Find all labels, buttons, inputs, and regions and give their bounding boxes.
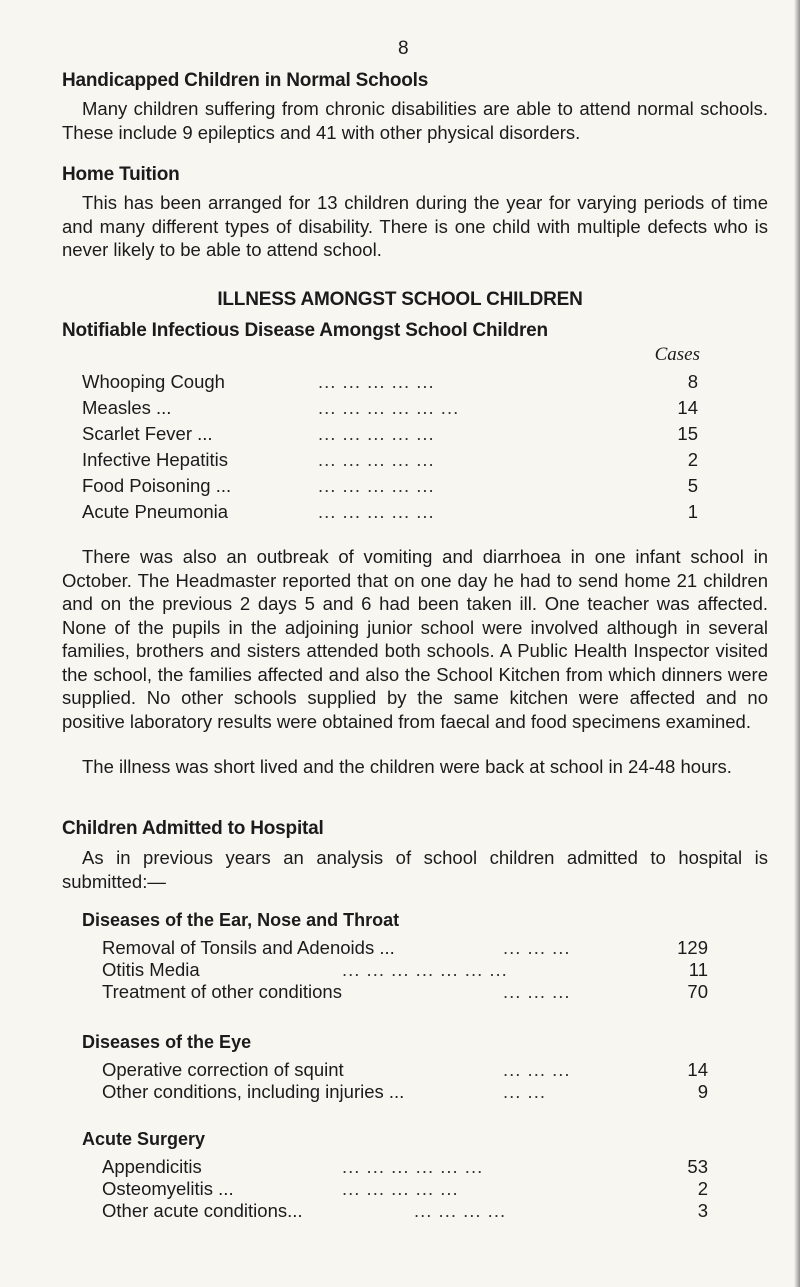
leader-dots: ... ... <box>503 1081 546 1102</box>
hospital-item-label: Other conditions, including injuries ... <box>102 1081 405 1102</box>
disease-name: Infective Hepatitis <box>82 449 229 470</box>
disease-row <box>82 371 702 397</box>
hospital-item-label: Osteomyelitis ... <box>102 1178 234 1199</box>
case-count: 15 <box>677 423 698 444</box>
page-edge-shadow <box>794 0 800 1287</box>
hospital-item-label: Treatment of other conditions <box>102 981 342 1002</box>
leader-dots: ... ... ... ... ... ... <box>342 1156 484 1177</box>
leader-dots: ... ... ... ... ... <box>342 1178 459 1199</box>
home-tuition-heading: Home Tuition <box>62 164 180 185</box>
hospital-item-label: Operative correction of squint <box>102 1059 344 1080</box>
leader-dots: ... ... ... <box>503 981 571 1002</box>
leader-dots: ... ... ... ... ... ... ... <box>342 959 508 980</box>
case-count: 8 <box>687 371 698 392</box>
disease-name: Acute Pneumonia <box>82 501 229 522</box>
case-count: 2 <box>687 449 698 470</box>
hospital-item-label: Appendicitis <box>102 1156 202 1177</box>
hospital-item-row <box>102 1081 708 1107</box>
leader-dots: ... ... ... ... ... ... <box>318 397 460 418</box>
hospital-item-count: 129 <box>677 937 708 958</box>
hospital-item-label: Otitis Media <box>102 959 200 980</box>
case-count: 5 <box>687 475 698 496</box>
leader-dots: ... ... ... ... ... <box>318 371 435 392</box>
hospital-intro-paragraph <box>62 846 768 893</box>
hospital-heading: Children Admitted to Hospital <box>62 818 324 839</box>
notifiable-disease-heading: Notifiable Infectious Disease Amongst School Children <box>62 320 548 341</box>
hospital-group-heading: Acute Surgery <box>82 1129 206 1149</box>
handicapped-heading: Handicapped Children in Normal Schools <box>62 70 429 91</box>
leader-dots: ... ... ... <box>503 937 571 958</box>
hospital-item-label: Removal of Tonsils and Adenoids ... <box>102 937 395 958</box>
page-number: 8 <box>398 38 409 59</box>
handicapped-paragraph <box>62 97 768 144</box>
disease-name: Food Poisoning ... <box>82 475 232 496</box>
hospital-item-label: Other acute conditions... <box>102 1200 303 1221</box>
leader-dots: ... ... ... ... ... <box>318 449 435 470</box>
hospital-item-count: 3 <box>697 1200 708 1221</box>
disease-row <box>82 423 702 449</box>
leader-dots: ... ... ... ... <box>414 1200 507 1221</box>
hospital-item-count: 53 <box>687 1156 708 1177</box>
leader-dots: ... ... ... ... ... <box>318 423 435 444</box>
disease-name: Measles ... <box>82 397 172 418</box>
cases-column-header: Cases <box>654 344 700 365</box>
hospital-intro-text: As in previous years an analysis of school children admitted to hospital is submitted:— <box>62 847 768 892</box>
hospital-group-heading: Diseases of the Ear, Nose and Throat <box>82 910 400 930</box>
short-lived-text: The illness was short lived and the children were back at school in 24-48 hours. <box>82 756 732 777</box>
case-count: 1 <box>687 501 698 522</box>
short-lived-paragraph <box>62 755 768 779</box>
outbreak-text: There was also an outbreak of vomiting and diarrhoea in one infant school in October. The Headmaster reported that on one day he had to send home 21 children and on the previous 2 days 5 and 6 had been taken ill. One teacher was affected. None of the pupils in the adjoining junior school were involved although in several families, brothers and sisters attended both schools. A Public Health Inspector visited the school, the families affected and also the School Kitchen from which dinners were supplied. No other schools supplied by the same kitchen were affected and no positive laboratory results were obtained from faecal and food specimens examined. <box>62 546 768 732</box>
hospital-item-row <box>102 981 708 1007</box>
leader-dots: ... ... ... ... ... <box>318 501 435 522</box>
home-tuition-text: This has been arranged for 13 children during the year for varying periods of time and many different types of disability. There is one child with multiple defects who is never likely to be able to attend school. <box>62 192 768 260</box>
hospital-item-count: 11 <box>688 959 708 980</box>
hospital-item-count: 9 <box>697 1081 708 1102</box>
hospital-item-count: 70 <box>687 981 708 1002</box>
illness-title: ILLNESS AMONGST SCHOOL CHILDREN <box>217 289 583 310</box>
disease-row <box>82 449 702 475</box>
home-tuition-paragraph <box>62 191 768 262</box>
disease-name: Whooping Cough <box>82 371 225 392</box>
disease-name: Scarlet Fever ... <box>82 423 213 444</box>
hospital-item-row <box>102 1200 708 1226</box>
leader-dots: ... ... ... ... ... <box>318 475 435 496</box>
disease-row <box>82 475 702 501</box>
disease-row <box>82 501 702 527</box>
case-count: 14 <box>677 397 698 418</box>
disease-row <box>82 397 702 423</box>
outbreak-paragraph <box>62 545 768 733</box>
hospital-item-count: 14 <box>687 1059 708 1080</box>
handicapped-text: Many children suffering from chronic disabilities are able to attend normal schools. These include 9 epileptics and 41 with other physical disorders. <box>62 98 768 143</box>
hospital-group-heading: Diseases of the Eye <box>82 1032 252 1052</box>
hospital-item-count: 2 <box>697 1178 708 1199</box>
leader-dots: ... ... ... <box>503 1059 571 1080</box>
